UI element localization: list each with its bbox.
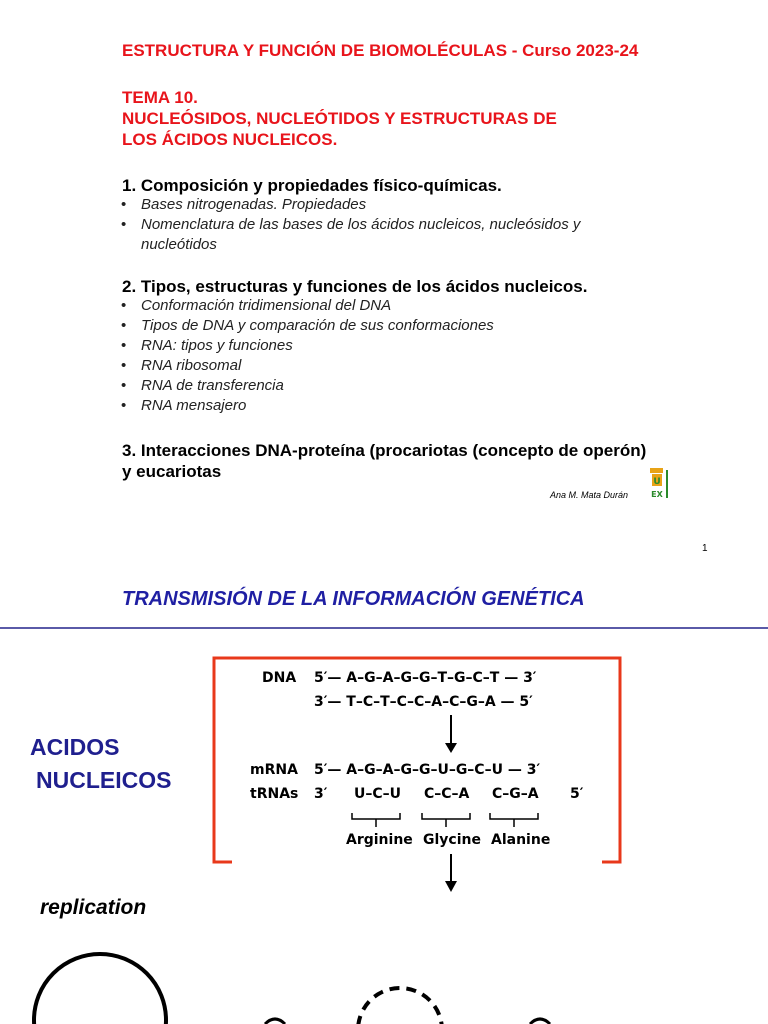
tema-heading bbox=[122, 87, 557, 150]
section-1-title: 1. Composición y propiedades físico-químicas. bbox=[122, 176, 502, 195]
course-title: ESTRUCTURA Y FUNCIÓN DE BIOMOLÉCULAS - Curso 2023-24 bbox=[122, 41, 639, 60]
tema-line-3: LOS ÁCIDOS NUCLEICOS. bbox=[122, 130, 338, 149]
section-3-title bbox=[122, 440, 646, 482]
section-1-list bbox=[121, 195, 580, 255]
tema-line-2: NUCLEÓSIDOS, NUCLEÓTIDOS Y ESTRUCTURAS DE bbox=[122, 109, 557, 128]
list-item: • RNA: tipos y funciones bbox=[121, 336, 494, 356]
mrna-label: mRNA bbox=[250, 762, 298, 778]
dna-strand-1: 5′— A–G–A–G–G–T–G–C–T — 3′ bbox=[314, 670, 537, 686]
list-item: • Conformación tridimensional del DNA bbox=[121, 296, 494, 316]
list-item: • RNA mensajero bbox=[121, 396, 494, 416]
list-item: • RNA ribosomal bbox=[121, 356, 494, 376]
amino-acid-arginine: Arginine bbox=[346, 832, 413, 848]
dna-strand-2: 3′— T–C–T–C–C–A–C–G–A — 5′ bbox=[314, 694, 533, 710]
trna-5prime: 5′ bbox=[570, 786, 584, 802]
trna-label: tRNAs bbox=[250, 786, 299, 802]
trna-codon-3: C–G–A bbox=[492, 786, 539, 802]
section-2-title: 2. Tipos, estructuras y funciones de los ácidos nucleicos. bbox=[122, 277, 588, 296]
list-item: • Bases nitrogenadas. Propiedades bbox=[121, 195, 580, 215]
list-item: • RNA de transferencia bbox=[121, 376, 494, 396]
section-3-line-1: 3. Interacciones DNA-proteína (procariotas (concepto de operón) bbox=[122, 441, 647, 460]
dna-label: DNA bbox=[262, 670, 297, 686]
transcription-circle-icon bbox=[358, 988, 442, 1024]
svg-text:EX: EX bbox=[651, 490, 663, 499]
trna-codon-2: C–C–A bbox=[424, 786, 470, 802]
title-divider bbox=[0, 627, 768, 629]
list-item-text-cont: nucleótidos bbox=[141, 236, 217, 253]
acidos-nucleicos-label bbox=[30, 731, 171, 797]
list-item: • Tipos de DNA y comparación de sus conformaciones bbox=[121, 316, 494, 336]
page-number: 1 bbox=[702, 543, 708, 554]
trna-codon-1: U–C–U bbox=[354, 786, 402, 802]
list-item bbox=[121, 215, 580, 255]
amino-acid-glycine: Glycine bbox=[423, 832, 481, 848]
replication-circles bbox=[0, 920, 768, 1024]
author-name: Ana M. Mata Durán bbox=[550, 490, 629, 500]
translation-arrow-icon bbox=[440, 854, 462, 894]
trna-3prime: 3′ bbox=[314, 786, 328, 802]
tema-line-1: TEMA 10. bbox=[122, 88, 198, 107]
section-3-line-2: y eucariotas bbox=[122, 462, 222, 481]
svg-text:U: U bbox=[653, 477, 661, 487]
genetic-code-frame bbox=[210, 655, 625, 865]
list-item-text: Nomenclatura de las bases de los ácidos nucleicos, nucleósidos y bbox=[141, 216, 581, 233]
mrna-strand: 5′— A–G–A–G–G–U–G–C–U — 3′ bbox=[314, 762, 541, 778]
acidos-line-2: NUCLEICOS bbox=[36, 767, 172, 793]
uex-logo-icon bbox=[648, 466, 670, 500]
acidos-line-1: ACIDOS bbox=[30, 734, 120, 760]
slide-2-title: TRANSMISIÓN DE LA INFORMACIÓN GENÉTICA bbox=[122, 588, 585, 610]
replication-circle-icon bbox=[34, 954, 166, 1024]
amino-acid-alanine: Alanine bbox=[491, 832, 551, 848]
replication-label: replication bbox=[40, 896, 147, 919]
section-2-list bbox=[121, 296, 494, 416]
